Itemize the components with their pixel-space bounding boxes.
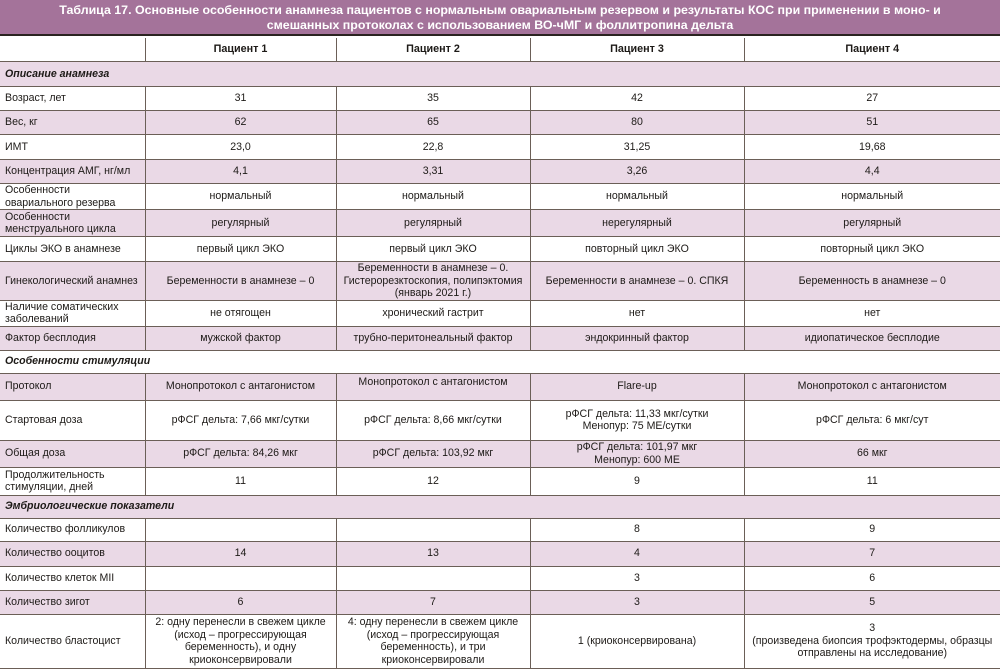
cell-patient-2: регулярный [336,210,530,237]
table-row [0,440,1000,467]
table-row [0,210,1000,237]
cell-patient-2 [336,566,530,590]
cell-patient-2: 65 [336,111,530,135]
patient-table [0,38,1000,669]
cell-patient-4: 9 [744,518,1000,541]
cell-patient-4: идиопатическое бесплодие [744,326,1000,350]
table-row [0,590,1000,614]
cell-patient-2: Беременности в анамнезе – 0. Гистерорезктоскопия, полипэктомия (январь 2021 г.) [336,262,530,301]
cell-patient-1: регулярный [145,210,336,237]
cell-patient-3: 3 [530,590,744,614]
cell-patient-2: рФСГ дельта: 103,92 мкг [336,440,530,467]
cell-patient-3: повторный цикл ЭКО [530,237,744,262]
cell-patient-2: Монопротокол с антагонистом [336,373,530,400]
row-label: ИМТ [0,135,145,160]
row-label: Количество клеток MII [0,566,145,590]
section-row [0,495,1000,518]
table-row [0,518,1000,541]
cell-patient-3: 3 [530,566,744,590]
table-row [0,541,1000,566]
cell-patient-1 [145,518,336,541]
cell-patient-4: 3 (произведена биопсия трофэктодермы, образцы отправлены на исследование) [744,614,1000,668]
cell-patient-1: 62 [145,111,336,135]
cell-patient-1: мужской фактор [145,326,336,350]
cell-patient-1: 11 [145,467,336,495]
table-title [0,0,1000,36]
cell-patient-4: Беременность в анамнезе – 0 [744,262,1000,301]
cell-patient-3: нерегулярный [530,210,744,237]
cell-patient-1: первый цикл ЭКО [145,237,336,262]
cell-patient-3: 42 [530,87,744,111]
row-label: Количество ооцитов [0,541,145,566]
cell-patient-1 [145,566,336,590]
table-row [0,326,1000,350]
header-patient-2: Пациент 2 [336,38,530,62]
cell-patient-1: рФСГ дельта: 7,66 мкг/сутки [145,400,336,440]
cell-patient-4: 27 [744,87,1000,111]
cell-patient-2: 3,31 [336,160,530,184]
cell-patient-1: 14 [145,541,336,566]
cell-patient-3: эндокринный фактор [530,326,744,350]
row-label: Возраст, лет [0,87,145,111]
row-label: Количество зигот [0,590,145,614]
table-title-line-1: Таблица 17. Основные особенности анамнеза пациентов с нормальным овариальным резервом и результаты КОС при применении в моно- и [59,3,941,17]
row-label: Особенности овариального резерва [0,184,145,210]
cell-patient-2: нормальный [336,184,530,210]
row-label: Концентрация АМГ, нг/мл [0,160,145,184]
table-row [0,300,1000,326]
table-row [0,262,1000,301]
cell-patient-3: нормальный [530,184,744,210]
cell-patient-1: рФСГ дельта: 84,26 мкг [145,440,336,467]
cell-patient-3: 31,25 [530,135,744,160]
cell-patient-4: 5 [744,590,1000,614]
cell-patient-4: повторный цикл ЭКО [744,237,1000,262]
cell-patient-4: 11 [744,467,1000,495]
table-row [0,135,1000,160]
table-row [0,184,1000,210]
cell-patient-2: 13 [336,541,530,566]
header-patient-1: Пациент 1 [145,38,336,62]
table-row [0,373,1000,400]
cell-patient-1: 6 [145,590,336,614]
cell-patient-1: Беременности в анамнезе – 0 [145,262,336,301]
cell-patient-2: первый цикл ЭКО [336,237,530,262]
cell-patient-1: 31 [145,87,336,111]
table-row [0,467,1000,495]
row-label: Стартовая доза [0,400,145,440]
row-label: Количество фолликулов [0,518,145,541]
header-patient-4: Пациент 4 [744,38,1000,62]
table-row [0,160,1000,184]
section-heading: Описание анамнеза [0,62,1000,87]
cell-patient-2: 12 [336,467,530,495]
cell-patient-4: 19,68 [744,135,1000,160]
cell-patient-4: регулярный [744,210,1000,237]
cell-patient-1: 2: одну перенесли в свежем цикле (исход – прогрессирующая беременность), и одну криоконсервировали [145,614,336,668]
cell-patient-4: 66 мкг [744,440,1000,467]
cell-patient-2 [336,518,530,541]
cell-patient-1: нормальный [145,184,336,210]
header-patient-3: Пациент 3 [530,38,744,62]
cell-patient-4: нет [744,300,1000,326]
cell-patient-3: 8 [530,518,744,541]
cell-patient-3: 1 (криоконсервирована) [530,614,744,668]
table-title-line-2: смешанных протоколах с использованием ВО-чМГ и фоллитропина дельта [266,18,734,32]
cell-patient-1: не отягощен [145,300,336,326]
row-label: Особенности менструального цикла [0,210,145,237]
table-row [0,237,1000,262]
cell-patient-3: 9 [530,467,744,495]
row-label: Общая доза [0,440,145,467]
row-label: Продолжительность стимуляции, дней [0,467,145,495]
row-label: Наличие соматических заболеваний [0,300,145,326]
row-label: Фактор бесплодия [0,326,145,350]
row-label: Гинекологический анамнез [0,262,145,301]
cell-patient-2: 4: одну перенесли в свежем цикле (исход – прогрессирующая беременность), и три криоконсервировали [336,614,530,668]
cell-patient-3: 80 [530,111,744,135]
cell-patient-4: рФСГ дельта: 6 мкг/сут [744,400,1000,440]
cell-patient-2: трубно-перитонеальный фактор [336,326,530,350]
table-row [0,87,1000,111]
cell-patient-4: 7 [744,541,1000,566]
header-empty [0,38,145,62]
cell-patient-2: хронический гастрит [336,300,530,326]
cell-patient-1: 4,1 [145,160,336,184]
row-label: Вес, кг [0,111,145,135]
row-label: Протокол [0,373,145,400]
cell-patient-4: 6 [744,566,1000,590]
cell-patient-3: нет [530,300,744,326]
cell-patient-3: рФСГ дельта: 11,33 мкг/сутки Менопур: 75 МЕ/сутки [530,400,744,440]
header-row [0,38,1000,62]
row-label: Количество бластоцист [0,614,145,668]
cell-patient-3: Беременности в анамнезе – 0. СПКЯ [530,262,744,301]
row-label: Циклы ЭКО в анамнезе [0,237,145,262]
cell-patient-3: рФСГ дельта: 101,97 мкг Менопур: 600 МЕ [530,440,744,467]
cell-patient-4: Монопротокол с антагонистом [744,373,1000,400]
table-row [0,614,1000,668]
cell-patient-2: рФСГ дельта: 8,66 мкг/сутки [336,400,530,440]
cell-patient-4: 4,4 [744,160,1000,184]
section-row [0,62,1000,87]
cell-patient-3: 4 [530,541,744,566]
section-heading: Особенности стимуляции [0,350,1000,373]
table-row [0,566,1000,590]
table-row [0,111,1000,135]
cell-patient-3: 3,26 [530,160,744,184]
cell-patient-2: 35 [336,87,530,111]
section-heading: Эмбриологические показатели [0,495,1000,518]
cell-patient-3: Flare-up [530,373,744,400]
cell-patient-1: Монопротокол с антагонистом [145,373,336,400]
cell-patient-1: 23,0 [145,135,336,160]
section-row [0,350,1000,373]
cell-patient-4: 51 [744,111,1000,135]
cell-patient-4: нормальный [744,184,1000,210]
cell-patient-2: 7 [336,590,530,614]
cell-patient-2: 22,8 [336,135,530,160]
table-row [0,400,1000,440]
